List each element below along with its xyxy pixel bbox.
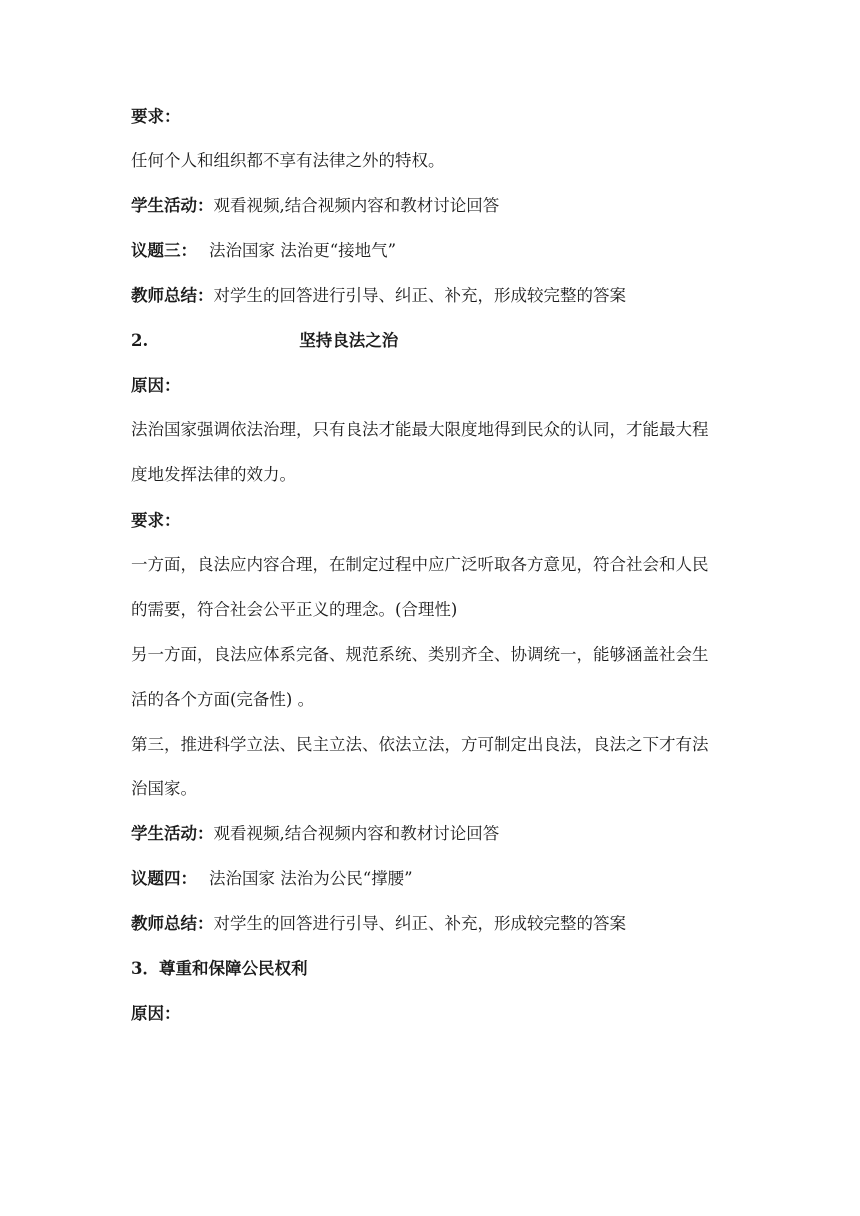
paragraph-line: [131, 419, 709, 441]
topic-three-line: [131, 240, 396, 262]
paragraph-line: [131, 464, 296, 486]
teacher-summary-line: [131, 285, 626, 307]
line-label: 议题三：: [131, 241, 197, 260]
line-label: 学生活动：: [131, 196, 214, 215]
line-text: 第三，推进科学立法、民主立法、依法立法，方可制定出良法，良法之下才有法: [131, 735, 709, 754]
line-text: 的需要，符合社会公平正义的理念。(合理性): [131, 600, 458, 619]
line-label: 教师总结：: [131, 914, 214, 933]
reason-heading: [131, 1003, 181, 1025]
line-text: 一方面，良法应内容合理，在制定过程中应广泛听取各方意见，符合社会和人民: [131, 555, 709, 574]
line-label: 议题四：: [131, 869, 197, 888]
paragraph-line: [131, 734, 709, 756]
line-text: 观看视频,结合视频内容和教材讨论回答: [213, 196, 500, 215]
line-text: 法治国家 法治更“接地气”: [209, 241, 397, 260]
requirement-heading-2: [131, 510, 181, 532]
requirement-heading-1: [131, 106, 181, 128]
line-text: 对学生的回答进行引导、纠正、补充，形成较完整的答案: [213, 286, 626, 305]
paragraph-line: [131, 554, 709, 576]
line-text: 观看视频,结合视频内容和教材讨论回答: [213, 824, 500, 843]
paragraph-line: [131, 778, 197, 800]
teacher-summary-line: [131, 913, 626, 935]
paragraph-line: [131, 644, 709, 666]
student-activity-line: [131, 195, 499, 217]
paragraph-line: [131, 689, 314, 711]
paragraph-line: [131, 150, 445, 172]
line-label: 教师总结：: [131, 286, 214, 305]
line-label: 要求：: [131, 511, 181, 530]
line-label: 要求：: [131, 107, 181, 126]
line-text: 度地发挥法律的效力。: [131, 465, 296, 484]
section-title: 3．尊重和保障公民权利: [131, 959, 308, 978]
line-text: 治国家。: [131, 779, 197, 798]
line-text: 活的各个方面(完备性) 。: [131, 690, 315, 709]
line-label: 原因：: [131, 1004, 181, 1023]
topic-four-line: [131, 868, 413, 890]
paragraph-line: [131, 599, 457, 621]
section-title: 坚持良法之治: [299, 331, 399, 350]
line-text: 法治国家强调依法治理，只有良法才能最大限度地得到民众的认同，才能最大程: [131, 420, 709, 439]
line-text: 对学生的回答进行引导、纠正、补充，形成较完整的答案: [213, 914, 626, 933]
section-3-heading: [131, 958, 307, 980]
section-number: 2.: [131, 331, 149, 350]
student-activity-line: [131, 823, 499, 845]
line-text: 另一方面，良法应体系完备、规范系统、类别齐全、协调统一，能够涵盖社会生: [131, 645, 709, 664]
reason-heading: [131, 375, 181, 397]
line-label: 原因：: [131, 376, 181, 395]
line-text: 任何个人和组织都不享有法律之外的特权。: [131, 151, 445, 170]
line-text: 法治国家 法治为公民“撑腰”: [209, 869, 413, 888]
section-2-heading: [131, 330, 398, 352]
line-label: 学生活动：: [131, 824, 214, 843]
